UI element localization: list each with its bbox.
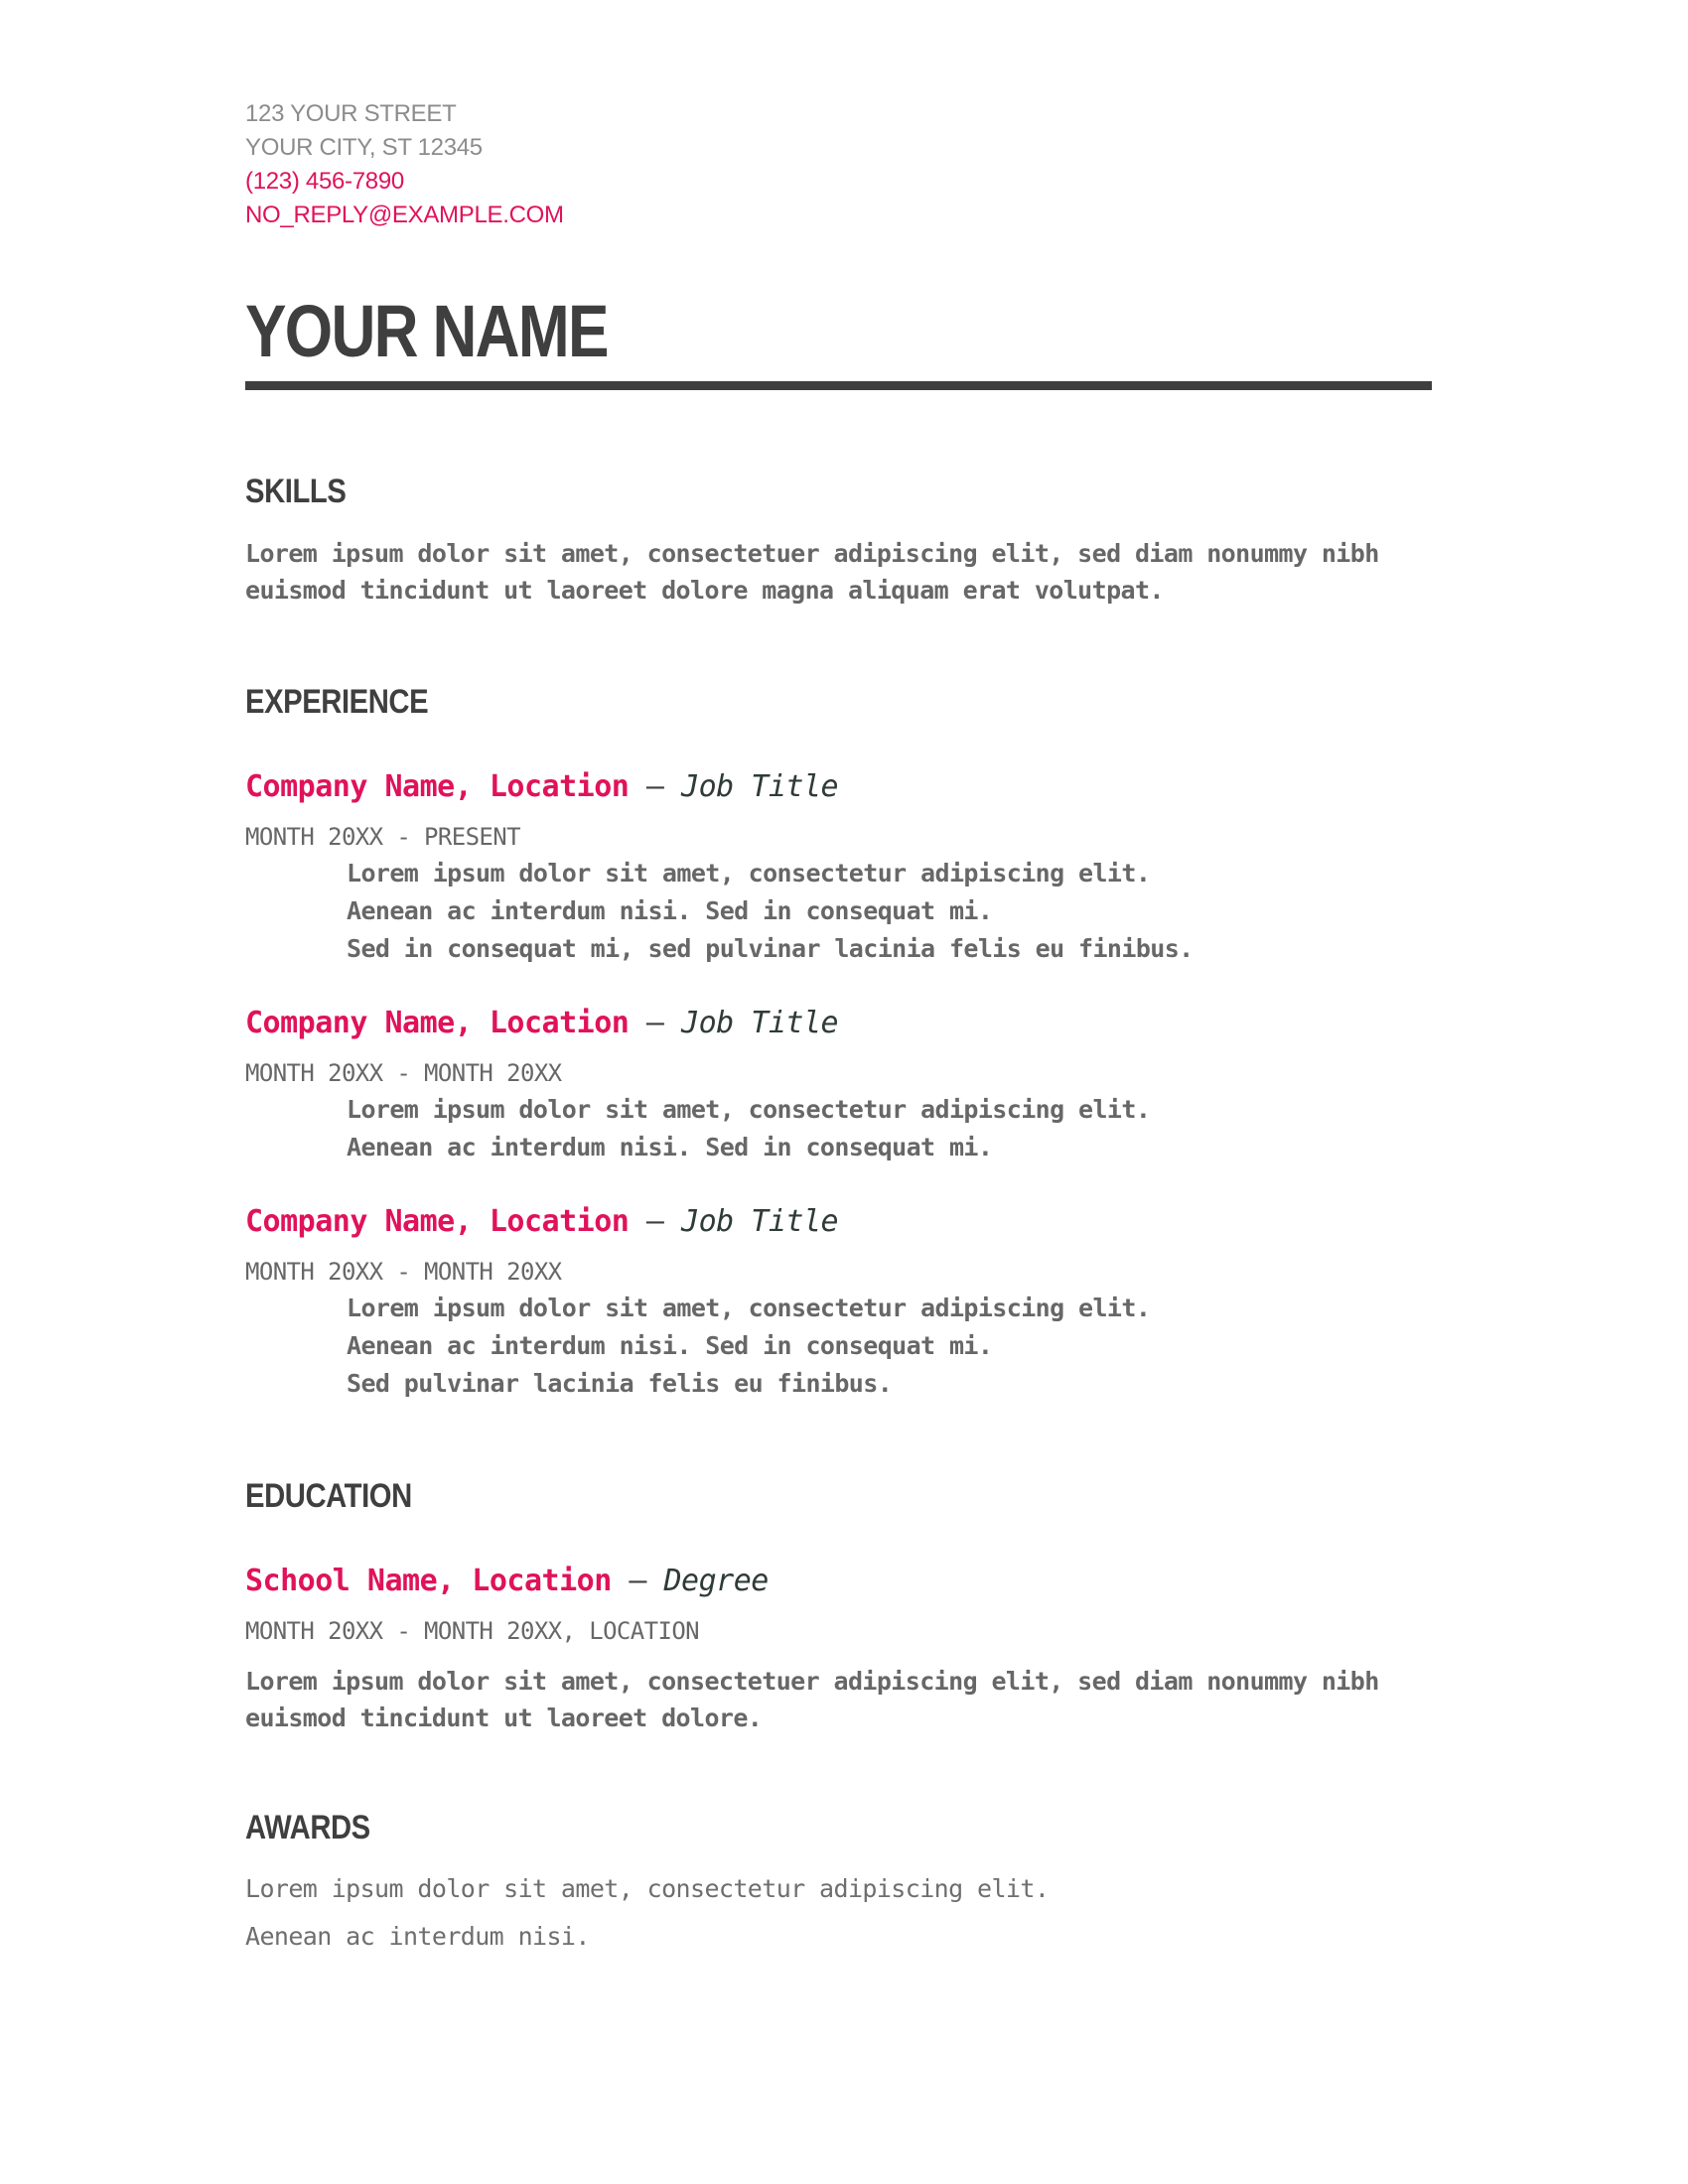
job-company: Company Name, Location: [245, 1006, 630, 1040]
job-bullet: Aenean ac interdum nisi. Sed in consequat mi.: [347, 896, 993, 925]
education-dates: MONTH 20XX - MONTH 20XX, LOCATION: [245, 1617, 700, 1645]
job-title: Job Title: [681, 1204, 839, 1239]
job-company: Company Name, Location: [245, 769, 630, 804]
name-heading: YOUR NAME: [245, 290, 608, 372]
skills-line: Lorem ipsum dolor sit amet, consectetuer adipiscing elit, sed diam nonummy nibh: [245, 539, 1379, 568]
education-separator: –: [611, 1564, 664, 1598]
contact-email[interactable]: NO_REPLY@EXAMPLE.COM: [245, 202, 564, 228]
job-bullet: Aenean ac interdum nisi. Sed in consequat mi.: [347, 1331, 993, 1360]
education-degree: Degree: [663, 1564, 769, 1598]
job-header: [245, 1202, 1432, 1242]
skills-section: [245, 470, 1432, 609]
education-line: Lorem ipsum dolor sit amet, consectetuer adipiscing elit, sed diam nonummy nibh: [245, 1667, 1379, 1696]
job-title: Job Title: [681, 769, 839, 804]
job-separator: –: [629, 1006, 682, 1040]
experience-heading: EXPERIENCE: [245, 683, 429, 721]
job-bullet: Lorem ipsum dolor sit amet, consectetur adipiscing elit.: [347, 859, 1151, 887]
job-entry: [245, 767, 1432, 968]
education-header: [245, 1562, 1432, 1601]
education-section: [245, 1474, 1432, 1736]
contact-city: YOUR CITY, ST 12345: [245, 134, 483, 161]
job-entry: [245, 1202, 1432, 1403]
job-bullet: Sed in consequat mi, sed pulvinar lacinia felis eu finibus.: [347, 934, 1194, 963]
job-dates: MONTH 20XX - MONTH 20XX: [245, 1258, 562, 1286]
job-separator: –: [629, 1204, 682, 1239]
education-school: School Name, Location: [245, 1564, 612, 1598]
job-title: Job Title: [681, 1006, 839, 1040]
job-dates: MONTH 20XX - PRESENT: [245, 823, 520, 851]
resume-page: [245, 97, 1432, 1961]
skills-line: euismod tincidunt ut laoreet dolore magna aliquam erat volutpat.: [245, 576, 1164, 605]
skills-heading: SKILLS: [245, 473, 347, 510]
job-bullet: Lorem ipsum dolor sit amet, consectetur adipiscing elit.: [347, 1095, 1151, 1124]
name-underline-rule: [245, 381, 1432, 390]
contact-phone[interactable]: (123) 456-7890: [245, 168, 404, 195]
awards-heading: AWARDS: [245, 1809, 370, 1846]
job-entry: [245, 1004, 1432, 1166]
job-company: Company Name, Location: [245, 1204, 630, 1239]
contact-street: 123 YOUR STREET: [245, 100, 457, 127]
education-heading: EDUCATION: [245, 1477, 412, 1515]
contact-block: [245, 97, 1432, 232]
job-bullet: Sed pulvinar lacinia felis eu finibus.: [347, 1369, 893, 1398]
experience-section: [245, 680, 1432, 1403]
job-bullet: Lorem ipsum dolor sit amet, consectetur adipiscing elit.: [347, 1294, 1151, 1322]
job-separator: –: [629, 769, 682, 804]
award-item: Lorem ipsum dolor sit amet, consectetur adipiscing elit.: [245, 1874, 1050, 1903]
award-item: Aenean ac interdum nisi.: [245, 1922, 590, 1951]
job-bullet: Aenean ac interdum nisi. Sed in consequat mi.: [347, 1133, 993, 1161]
awards-section: [245, 1806, 1432, 1961]
job-header: [245, 1004, 1432, 1043]
job-header: [245, 767, 1432, 807]
education-line: euismod tincidunt ut laoreet dolore.: [245, 1704, 763, 1732]
job-dates: MONTH 20XX - MONTH 20XX: [245, 1059, 562, 1087]
